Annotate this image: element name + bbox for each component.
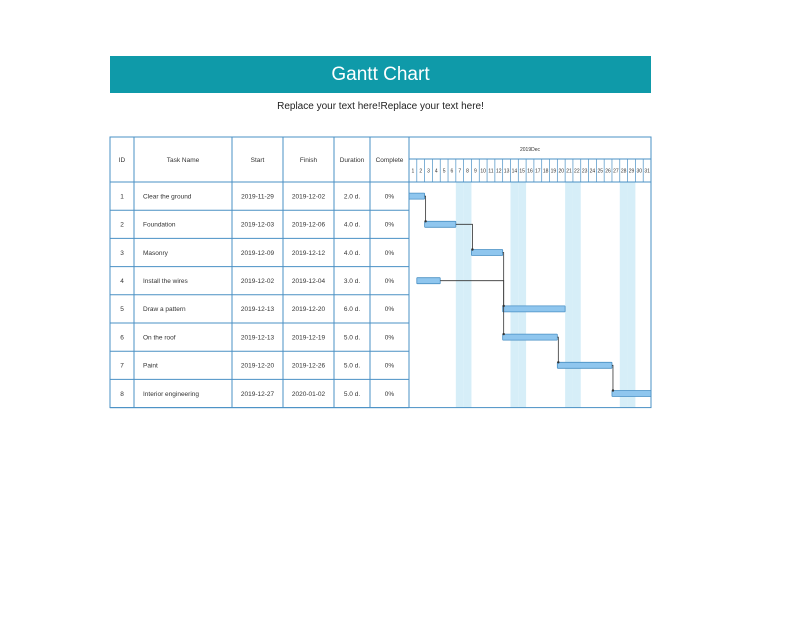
task-finish-8: 2020-01-02 — [291, 390, 326, 398]
task-finish-2: 2019-12-06 — [291, 221, 326, 229]
task-start-6: 2019-12-13 — [240, 334, 275, 342]
task-finish-5: 2019-12-20 — [291, 306, 326, 314]
task-name-1: Clear the ground — [143, 193, 192, 201]
task-start-5: 2019-12-13 — [240, 306, 275, 314]
day-label-11: 11 — [488, 168, 494, 175]
task-complete-3: 0% — [384, 249, 395, 257]
task-bar-7 — [557, 362, 612, 368]
day-label-25: 25 — [597, 168, 604, 175]
day-label-1: 1 — [411, 168, 415, 175]
task-name-7: Paint — [143, 362, 158, 370]
day-label-30: 30 — [636, 168, 643, 175]
day-label-19: 19 — [550, 168, 557, 175]
task-duration-7: 5.0 d. — [343, 362, 361, 370]
chart-title: Gantt Chart — [110, 56, 651, 93]
day-label-20: 20 — [558, 168, 565, 175]
task-id-6: 6 — [120, 334, 124, 342]
task-start-4: 2019-12-02 — [240, 278, 275, 285]
task-finish-4: 2019-12-04 — [291, 278, 326, 285]
day-label-7: 7 — [458, 168, 462, 175]
day-label-9: 9 — [473, 168, 477, 175]
task-start-2: 2019-12-03 — [240, 221, 275, 229]
task-id-2: 2 — [120, 221, 124, 229]
weekend-column-28 — [620, 182, 628, 408]
task-id-5: 5 — [120, 306, 124, 314]
dependency-3-6 — [503, 253, 504, 335]
task-id-8: 8 — [120, 390, 124, 398]
task-finish-6: 2019-12-19 — [291, 334, 326, 342]
task-duration-2: 4.0 d. — [343, 221, 361, 229]
task-duration-3: 4.0 d. — [343, 249, 361, 257]
dependency-end-3-6 — [502, 333, 504, 335]
weekend-column-22 — [573, 182, 581, 408]
day-label-22: 22 — [574, 168, 580, 175]
task-bar-6 — [503, 334, 558, 340]
day-label-31: 31 — [644, 168, 650, 175]
dependency-1-2 — [425, 196, 426, 221]
dependency-end-6-7 — [557, 361, 559, 363]
day-label-27: 27 — [613, 168, 619, 175]
day-label-28: 28 — [620, 168, 627, 175]
day-label-17: 17 — [535, 168, 541, 175]
day-label-29: 29 — [628, 168, 635, 175]
day-label-26: 26 — [605, 168, 611, 175]
chart-subtitle: Replace your text here!Replace your text here! — [277, 101, 484, 112]
day-label-14: 14 — [511, 168, 518, 175]
column-header-3: Finish — [299, 157, 318, 164]
task-complete-7: 0% — [384, 362, 395, 370]
column-header-1: Task Name — [166, 157, 200, 164]
weekend-column-8 — [464, 182, 472, 408]
task-start-1: 2019-11-29 — [241, 193, 274, 201]
task-bar-4 — [417, 278, 440, 284]
task-complete-1: 0% — [384, 193, 395, 201]
weekend-column-7 — [456, 182, 464, 408]
dependency-6-7 — [557, 337, 558, 362]
day-label-2: 2 — [419, 168, 423, 175]
dependency-7-8 — [612, 365, 613, 390]
task-id-4: 4 — [120, 278, 124, 285]
task-id-7: 7 — [120, 362, 124, 370]
task-name-4: Install the wires — [143, 278, 188, 285]
day-label-8: 8 — [466, 168, 469, 175]
task-complete-4: 0% — [384, 278, 395, 285]
column-header-2: Start — [250, 157, 265, 164]
weekend-column-29 — [628, 182, 636, 408]
task-duration-6: 5.0 d. — [343, 334, 361, 342]
weekend-column-14 — [510, 182, 518, 408]
day-label-4: 4 — [434, 168, 438, 175]
timeline-month-label: 2019Dec — [519, 147, 541, 153]
task-id-3: 3 — [120, 249, 124, 257]
task-duration-1: 2.0 d. — [343, 193, 361, 201]
task-start-3: 2019-12-09 — [240, 249, 275, 257]
task-complete-8: 0% — [384, 390, 395, 398]
day-label-6: 6 — [450, 168, 454, 175]
dependency-4-5 — [440, 281, 503, 306]
day-label-18: 18 — [542, 168, 549, 175]
task-start-8: 2019-12-27 — [240, 390, 275, 398]
task-name-6: On the roof — [143, 334, 176, 342]
day-label-16: 16 — [527, 168, 533, 175]
task-bar-3 — [471, 250, 502, 256]
day-label-3: 3 — [427, 168, 430, 175]
task-bar-1 — [409, 193, 425, 199]
task-finish-1: 2019-12-02 — [291, 193, 326, 201]
day-label-23: 23 — [581, 168, 588, 175]
day-label-12: 12 — [495, 168, 502, 175]
day-label-24: 24 — [589, 168, 596, 175]
day-label-13: 13 — [503, 168, 510, 175]
task-finish-3: 2019-12-12 — [291, 249, 326, 257]
task-name-3: Masonry — [143, 249, 168, 257]
task-complete-2: 0% — [384, 221, 395, 229]
task-duration-8: 5.0 d. — [343, 390, 361, 398]
task-duration-5: 6.0 d. — [343, 306, 361, 314]
task-complete-6: 0% — [384, 334, 395, 342]
task-bar-2 — [425, 221, 456, 227]
task-duration-4: 3.0 d. — [343, 278, 361, 285]
day-label-10: 10 — [480, 168, 486, 175]
task-bar-5 — [503, 306, 565, 312]
task-name-5: Draw a pattern — [143, 306, 186, 314]
task-name-8: Interior engineering — [143, 390, 200, 398]
dependency-end-2-3 — [471, 248, 473, 250]
task-finish-7: 2019-12-26 — [291, 362, 326, 370]
weekend-column-21 — [565, 182, 573, 408]
task-name-2: Foundation — [143, 221, 176, 229]
dependency-end-1-2 — [424, 220, 426, 222]
task-complete-5: 0% — [384, 306, 395, 314]
day-label-15: 15 — [519, 168, 525, 175]
column-header-5: Complete — [375, 157, 404, 164]
weekend-column-15 — [518, 182, 526, 408]
task-id-1: 1 — [120, 193, 124, 201]
dependency-end-7-8 — [612, 389, 614, 391]
task-bar-8 — [612, 391, 651, 397]
column-header-4: Duration — [339, 157, 365, 164]
day-label-5: 5 — [442, 168, 446, 175]
day-label-21: 21 — [566, 168, 572, 175]
column-header-0: ID — [118, 157, 126, 164]
task-start-7: 2019-12-20 — [240, 362, 275, 370]
